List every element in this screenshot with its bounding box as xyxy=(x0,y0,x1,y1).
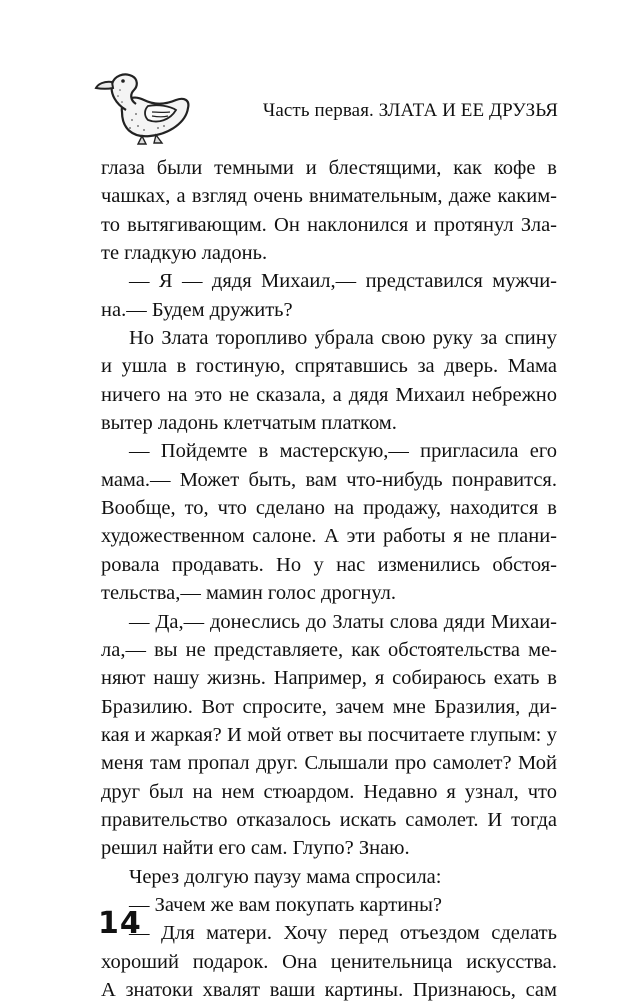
text-line: А знатоки хвалят ваши картины. Признаюсь, сам xyxy=(101,978,557,1001)
text-line: друг был на нем стюардом. Недавно я узнал, что xyxy=(101,780,557,803)
page-body-text xyxy=(101,154,557,1004)
text-line: меня там пропал друг. Слышали про самолет? Мой xyxy=(101,752,557,775)
text-line: — Пойдемте в мастерскую,— пригласила его xyxy=(129,440,557,463)
text-line: чашках, а взгляд очень внимательным, даже каким- xyxy=(101,185,557,208)
text-line: и ушла в гостиную, спрятавшись за дверь. Мама xyxy=(101,355,557,378)
text-line: мама.— Может быть, вам что-нибудь понравится. xyxy=(101,468,557,491)
text-line: ничего на это не сказала, а дядя Михаил небрежно xyxy=(101,383,557,406)
text-line: ровала продавать. Но у нас изменились обстоя- xyxy=(101,553,557,576)
text-line: Бразилию. Вот спросите, зачем мне Бразилия, ди- xyxy=(101,695,557,718)
page-number: 14 xyxy=(98,906,142,941)
running-header xyxy=(0,0,619,150)
text-line: те гладкую ладонь. xyxy=(101,242,268,265)
text-line: вытер ладонь клетчатым платком. xyxy=(101,412,397,435)
text-line: — Зачем же вам покупать картины? xyxy=(129,893,443,916)
text-line: кая и жаркая? И мой ответ вы посчитаете глупым: у xyxy=(101,723,557,746)
text-line: — Для матери. Хочу перед отъездом сделать xyxy=(129,922,557,945)
text-line: то вытягивающим. Он наклонился и протянул Зла- xyxy=(101,213,557,236)
text-line: — Я — дядя Михаил,— представился мужчи- xyxy=(129,270,557,293)
text-line: ла,— вы не представляете, как обстоятельства ме- xyxy=(101,638,557,661)
text-line: Но Злата торопливо убрала свою руку за спину xyxy=(129,327,557,350)
text-line: — Да,— донеслись до Златы слова дяди Михаи- xyxy=(129,610,557,633)
text-line: решил найти его сам. Глупо? Знаю. xyxy=(101,837,410,860)
goose-icon xyxy=(92,70,196,148)
text-line: Вообще, то, что сделано на продажу, находится в xyxy=(101,497,557,520)
text-line: няют нашу жизнь. Например, я собираюсь ехать в xyxy=(101,667,557,690)
running-head-title xyxy=(230,100,558,122)
part-label: Часть первая. xyxy=(262,100,374,121)
text-line: глаза были темными и блестящими, как кофе в xyxy=(101,157,557,179)
section-title: ЗЛАТА И ЕЕ ДРУЗЬЯ xyxy=(378,100,558,121)
text-line: художественном салоне. А эти работы я не плани- xyxy=(101,525,557,548)
text-line: Через долгую паузу мама спросила: xyxy=(129,865,442,888)
text-line: хороший подарок. Она ценительница искусства. xyxy=(101,950,557,973)
text-line: на.— Будем дружить? xyxy=(101,298,293,321)
text-line: тельства,— мамин голос дрогнул. xyxy=(101,582,397,605)
text-line: правительство отказалось искать самолет. И тогда xyxy=(101,808,557,831)
